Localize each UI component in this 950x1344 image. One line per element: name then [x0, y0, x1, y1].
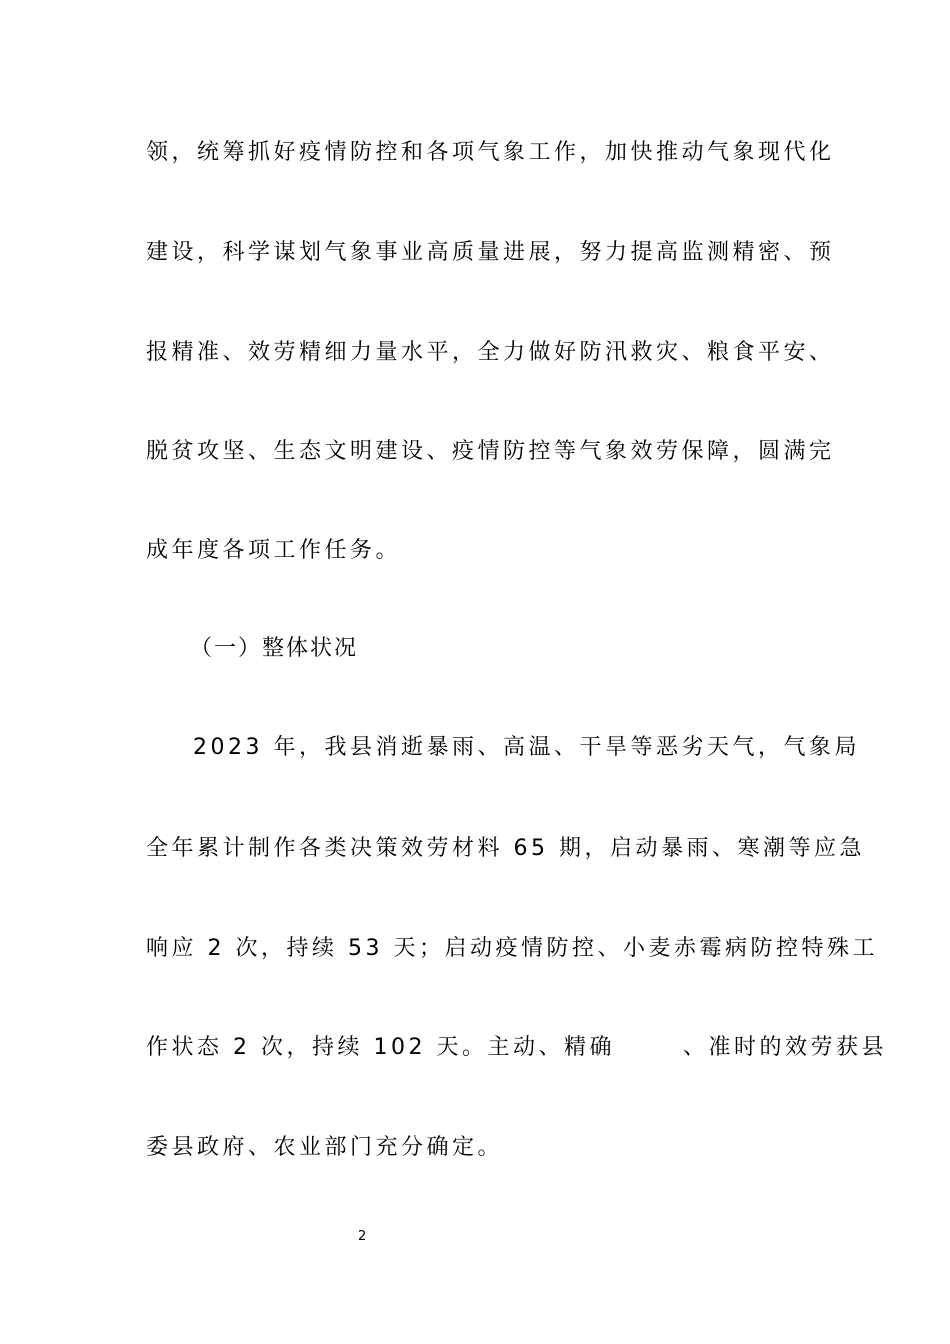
section-heading: （一）整体状况 [190, 636, 359, 661]
body-text-line: 成年度各项工作任务。 [146, 538, 402, 563]
body-text-line: 领，统筹抓好疫情防控和各项气象工作，加快推动气象现代化 [146, 140, 835, 165]
body-text-line: 建设，科学谋划气象事业高质量进展，努力提高监测精密、预 [146, 240, 835, 265]
body-text-line: 报精准、效劳精细力量水平，全力做好防汛救灾、粮食平安、 [146, 340, 835, 365]
body-text-line: 响应 2 次，持续 53 天；启动疫情防控、小麦赤霉病防控特殊工 [146, 936, 878, 961]
body-text-line: 脱贫攻坚、生态文明建设、疫情防控等气象效劳保障，圆满完 [146, 439, 835, 464]
body-text-line: 2023 年，我县消逝暴雨、高温、干旱等恶劣天气，气象局 [193, 735, 860, 760]
body-text-segment: 、准时的效劳获县 [682, 1035, 887, 1060]
body-text-line: 委县政府、农业部门充分确定。 [146, 1135, 504, 1160]
body-text-segment: 作状态 2 次，持续 102 天。主动、精确 [146, 1035, 615, 1060]
body-text-line [146, 1033, 887, 1063]
body-text-line: 全年累计制作各类决策效劳材料 65 期，启动暴雨、寒潮等应急 [146, 836, 865, 861]
page-number: 2 [358, 1229, 367, 1244]
